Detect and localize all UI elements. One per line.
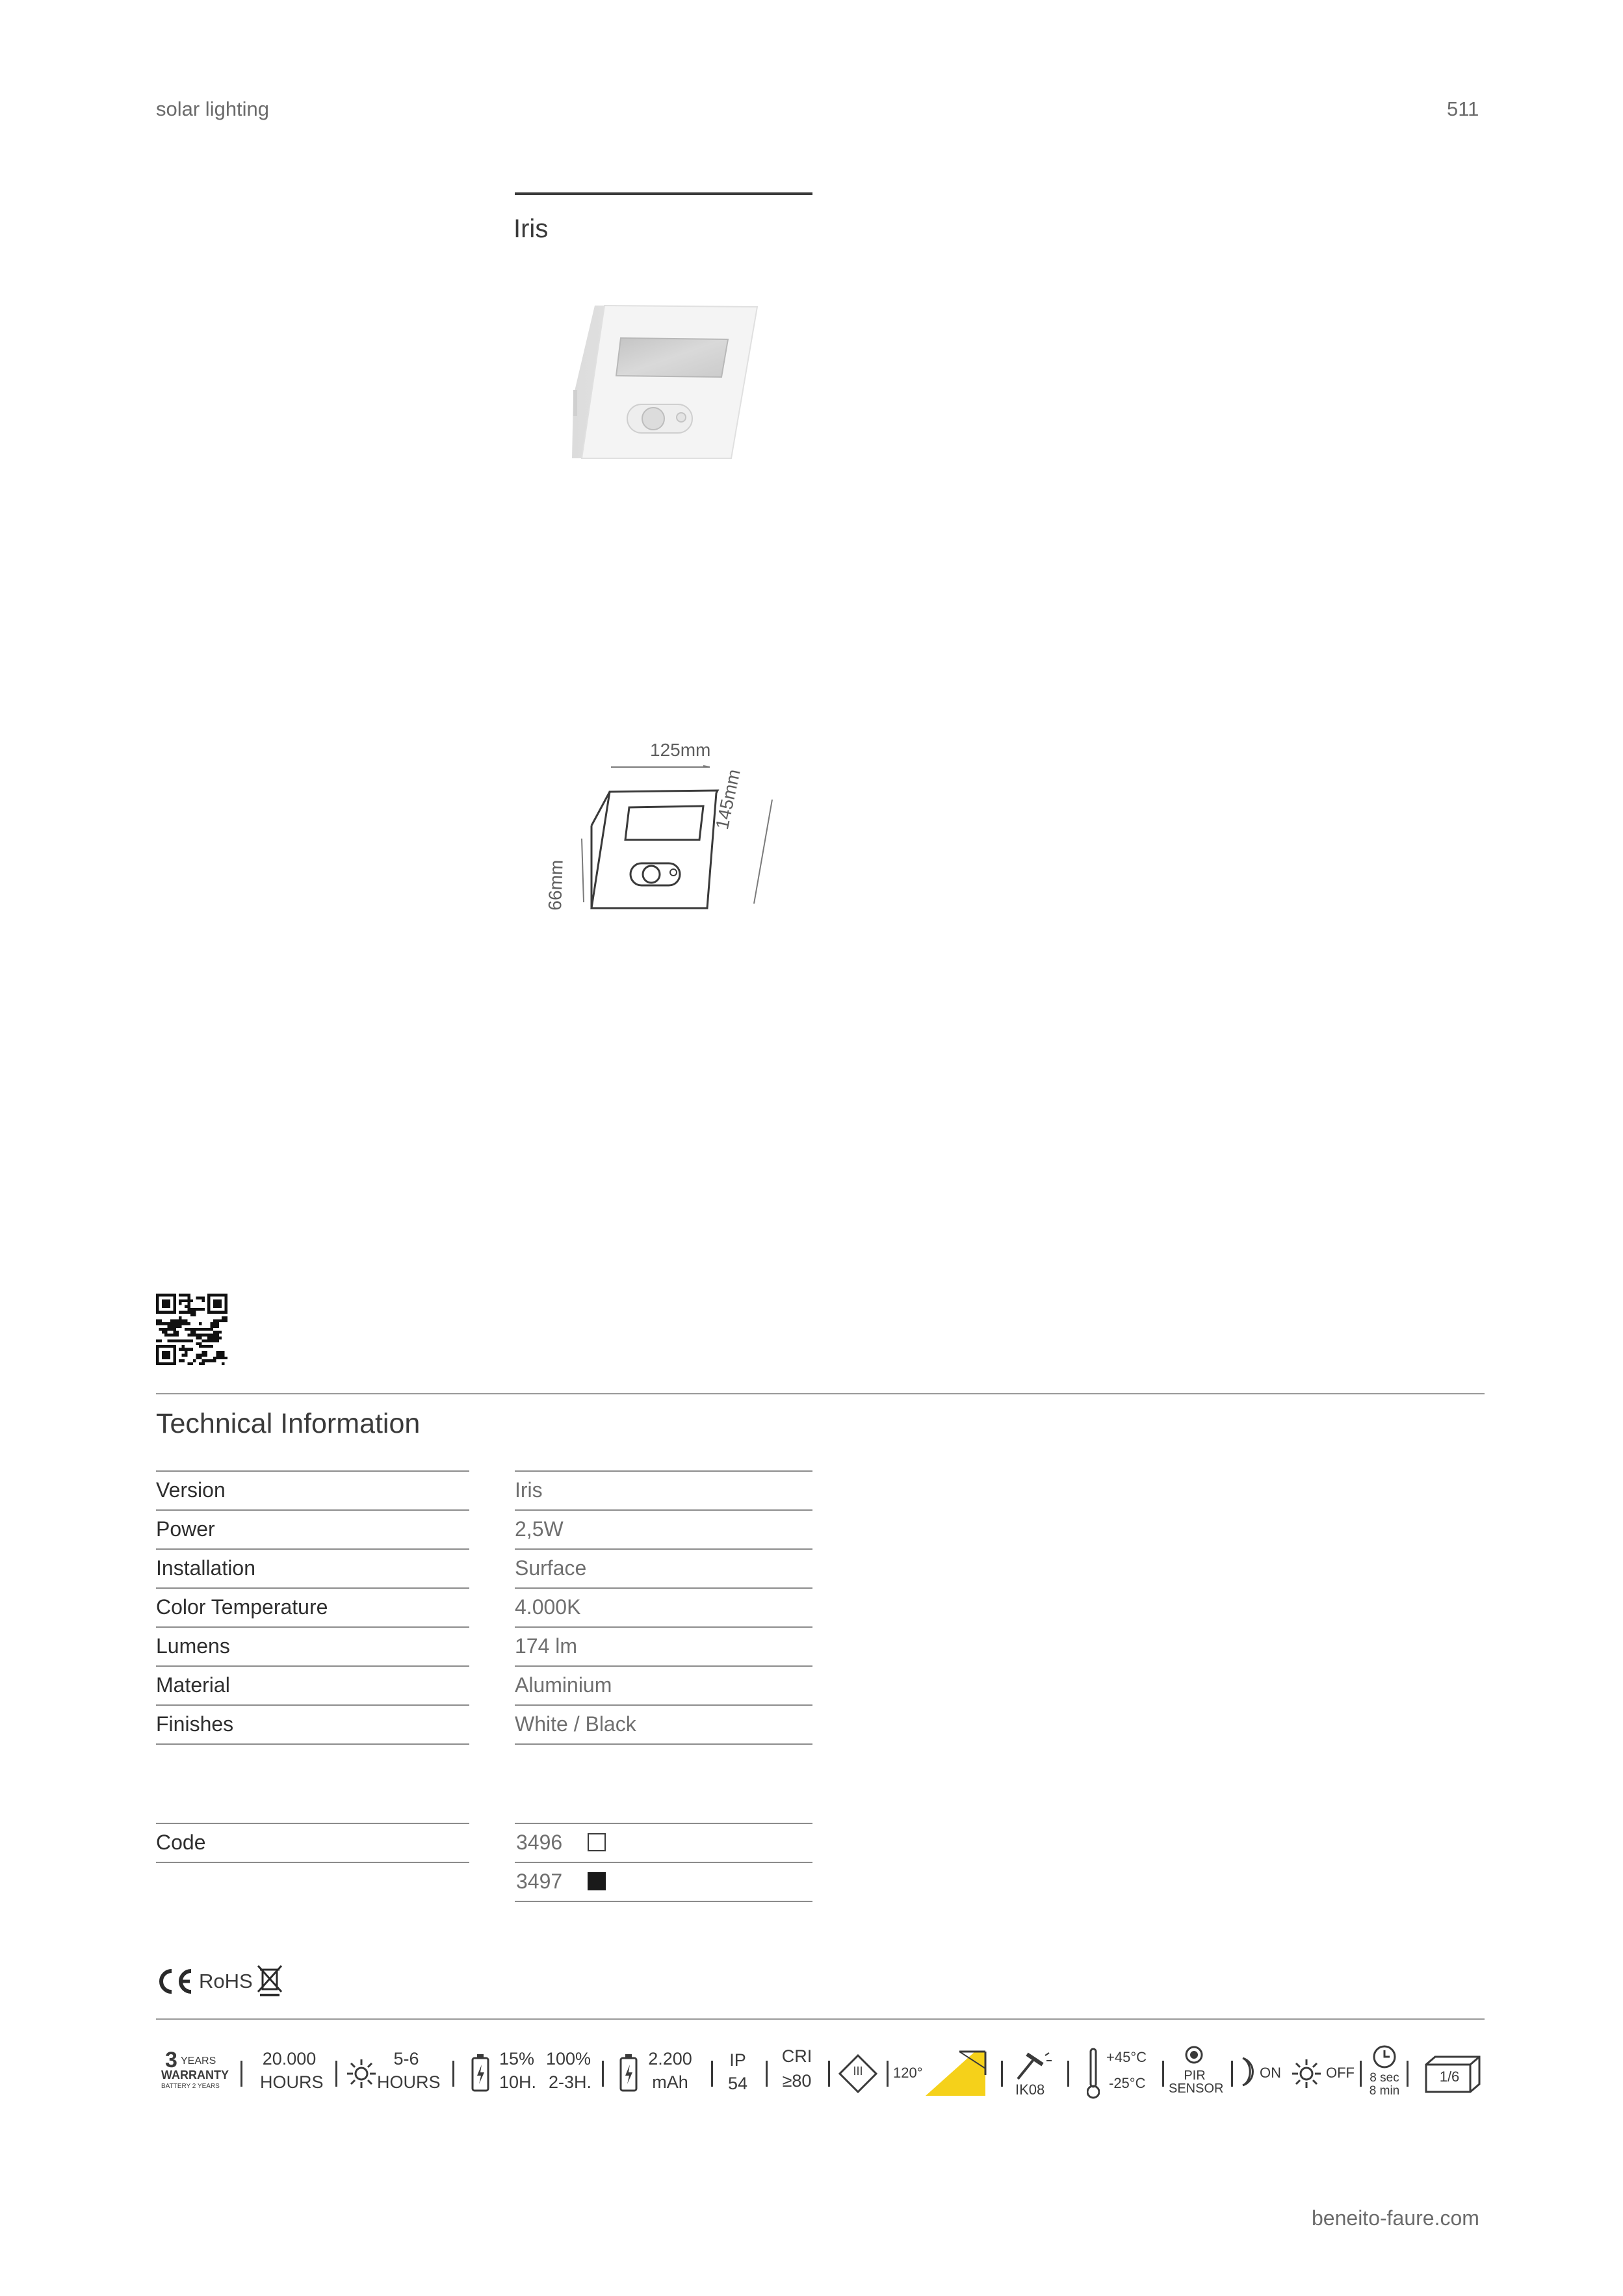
battery-pct-1: 15% <box>499 2049 535 2068</box>
row-rule <box>515 1587 812 1589</box>
pack-quantity: 1/6 <box>1439 2068 1460 2085</box>
spec-value: 4.000K <box>515 1595 581 1619</box>
thermometer-icon <box>1087 2048 1100 2100</box>
night-on: ON <box>1260 2065 1281 2081</box>
separator <box>1360 2061 1362 2087</box>
technical-information-title: Technical Information <box>156 1408 421 1439</box>
battery-capacity-icon <box>619 2053 638 2093</box>
spec-label: Color Temperature <box>156 1595 328 1619</box>
warranty-battery: BATTERY 2 YEARS <box>161 2083 220 2090</box>
row-rule <box>156 1470 469 1472</box>
weee-bin-icon <box>256 1963 283 1997</box>
class-label: III <box>853 2065 863 2078</box>
clock-icon <box>1371 2044 1397 2070</box>
spec-value: Aluminium <box>515 1673 612 1697</box>
row-rule <box>156 1665 469 1667</box>
row-rule <box>156 1862 469 1863</box>
battery-pct-2: 100% <box>546 2049 591 2068</box>
spec-icon-bar <box>156 2041 1485 2106</box>
dimension-height: 145mm <box>712 767 744 831</box>
separator <box>711 2061 713 2087</box>
rohs-label: RoHS <box>199 1970 253 1992</box>
row-rule <box>156 1626 469 1628</box>
row-rule <box>156 1548 469 1550</box>
charge-unit: HOURS <box>377 2072 441 2092</box>
qr-code[interactable] <box>156 1294 227 1365</box>
charge-value: 5-6 <box>393 2049 419 2068</box>
row-rule <box>515 1548 812 1550</box>
life-unit: HOURS <box>260 2072 324 2092</box>
finish-swatch-white <box>588 1833 606 1851</box>
spec-label: Lumens <box>156 1634 230 1658</box>
sensor-line1: PIR <box>1184 2068 1206 2083</box>
warranty-years: 3 <box>165 2048 177 2072</box>
ce-mark-icon <box>156 1967 195 1996</box>
spec-label: Material <box>156 1673 230 1697</box>
row-rule <box>156 1587 469 1589</box>
spec-value: Surface <box>515 1556 587 1580</box>
battery-time-2: 2-3H. <box>549 2072 592 2092</box>
spec-value: 2,5W <box>515 1517 564 1541</box>
separator <box>1067 2061 1069 2087</box>
row-rule <box>515 1862 812 1863</box>
ip-label: IP <box>729 2050 746 2070</box>
dimension-width: 125mm <box>650 740 711 760</box>
capacity-value: 2.200 <box>648 2049 692 2068</box>
spec-value: White / Black <box>515 1712 636 1736</box>
section-title: solar lighting <box>156 98 270 120</box>
finish-swatch-black <box>588 1872 606 1890</box>
timer-2: 8 min <box>1369 2084 1400 2098</box>
spec-label: Version <box>156 1478 226 1502</box>
sun-off-icon <box>1291 2058 1322 2089</box>
title-rule <box>515 192 812 195</box>
code-value: 3497 <box>516 1870 563 1893</box>
separator <box>1407 2061 1409 2087</box>
ik-rating: IK08 <box>1015 2081 1045 2098</box>
separator <box>240 2061 242 2087</box>
battery-time-1: 10H. <box>499 2072 537 2092</box>
row-rule <box>515 1743 812 1745</box>
row-rule <box>515 1665 812 1667</box>
code-value: 3496 <box>516 1831 563 1854</box>
timer-1: 8 sec <box>1370 2071 1399 2085</box>
battery-icon <box>471 2053 490 2093</box>
ip-value: 54 <box>727 2074 748 2093</box>
beam-angle: 120° <box>893 2065 923 2081</box>
cri-label: CRI <box>781 2046 812 2066</box>
separator <box>1231 2061 1233 2087</box>
beam-angle-icon <box>923 2049 988 2098</box>
dimension-depth: 66mm <box>545 859 567 911</box>
temperature-min: -25°C <box>1109 2075 1146 2091</box>
section-rule <box>156 1393 1485 1394</box>
row-rule <box>515 1470 812 1472</box>
page-number: 511 <box>1447 98 1479 120</box>
separator <box>1162 2061 1164 2087</box>
day-off: OFF <box>1326 2065 1355 2081</box>
row-rule <box>515 1704 812 1706</box>
cri-value: ≥80 <box>782 2071 812 2091</box>
separator <box>887 2061 889 2087</box>
website-link[interactable]: beneito-faure.com <box>1312 2206 1479 2230</box>
row-rule <box>515 1823 812 1824</box>
code-label: Code <box>156 1831 206 1854</box>
spec-label: Power <box>156 1517 215 1541</box>
row-rule <box>515 1901 812 1902</box>
spec-value: 174 lm <box>515 1634 578 1658</box>
spec-value: Iris <box>515 1478 543 1502</box>
spec-label: Installation <box>156 1556 255 1580</box>
sensor-icon <box>1184 2045 1204 2065</box>
separator <box>602 2061 604 2087</box>
warranty-label: WARRANTY <box>161 2068 229 2081</box>
product-image <box>565 299 767 468</box>
separator <box>452 2061 454 2087</box>
sensor-line2: SENSOR <box>1169 2081 1224 2096</box>
row-rule <box>156 1704 469 1706</box>
row-rule <box>515 1509 812 1511</box>
warranty-years-label: YEARS <box>181 2055 216 2067</box>
product-name: Iris <box>513 215 549 243</box>
separator <box>828 2061 830 2087</box>
separator <box>766 2061 768 2087</box>
capacity-unit: mAh <box>652 2072 688 2092</box>
spec-label: Finishes <box>156 1712 234 1736</box>
temperature-max: +45°C <box>1106 2049 1147 2065</box>
hammer-icon <box>1014 2050 1053 2080</box>
life-value: 20.000 <box>262 2049 317 2068</box>
row-rule <box>515 1626 812 1628</box>
row-rule <box>156 1823 469 1824</box>
separator <box>1001 2061 1003 2087</box>
section-rule <box>156 2018 1485 2020</box>
row-rule <box>156 1509 469 1511</box>
sun-icon <box>346 2058 377 2089</box>
row-rule <box>156 1743 469 1745</box>
separator <box>335 2061 337 2087</box>
moon-icon <box>1239 2055 1258 2088</box>
